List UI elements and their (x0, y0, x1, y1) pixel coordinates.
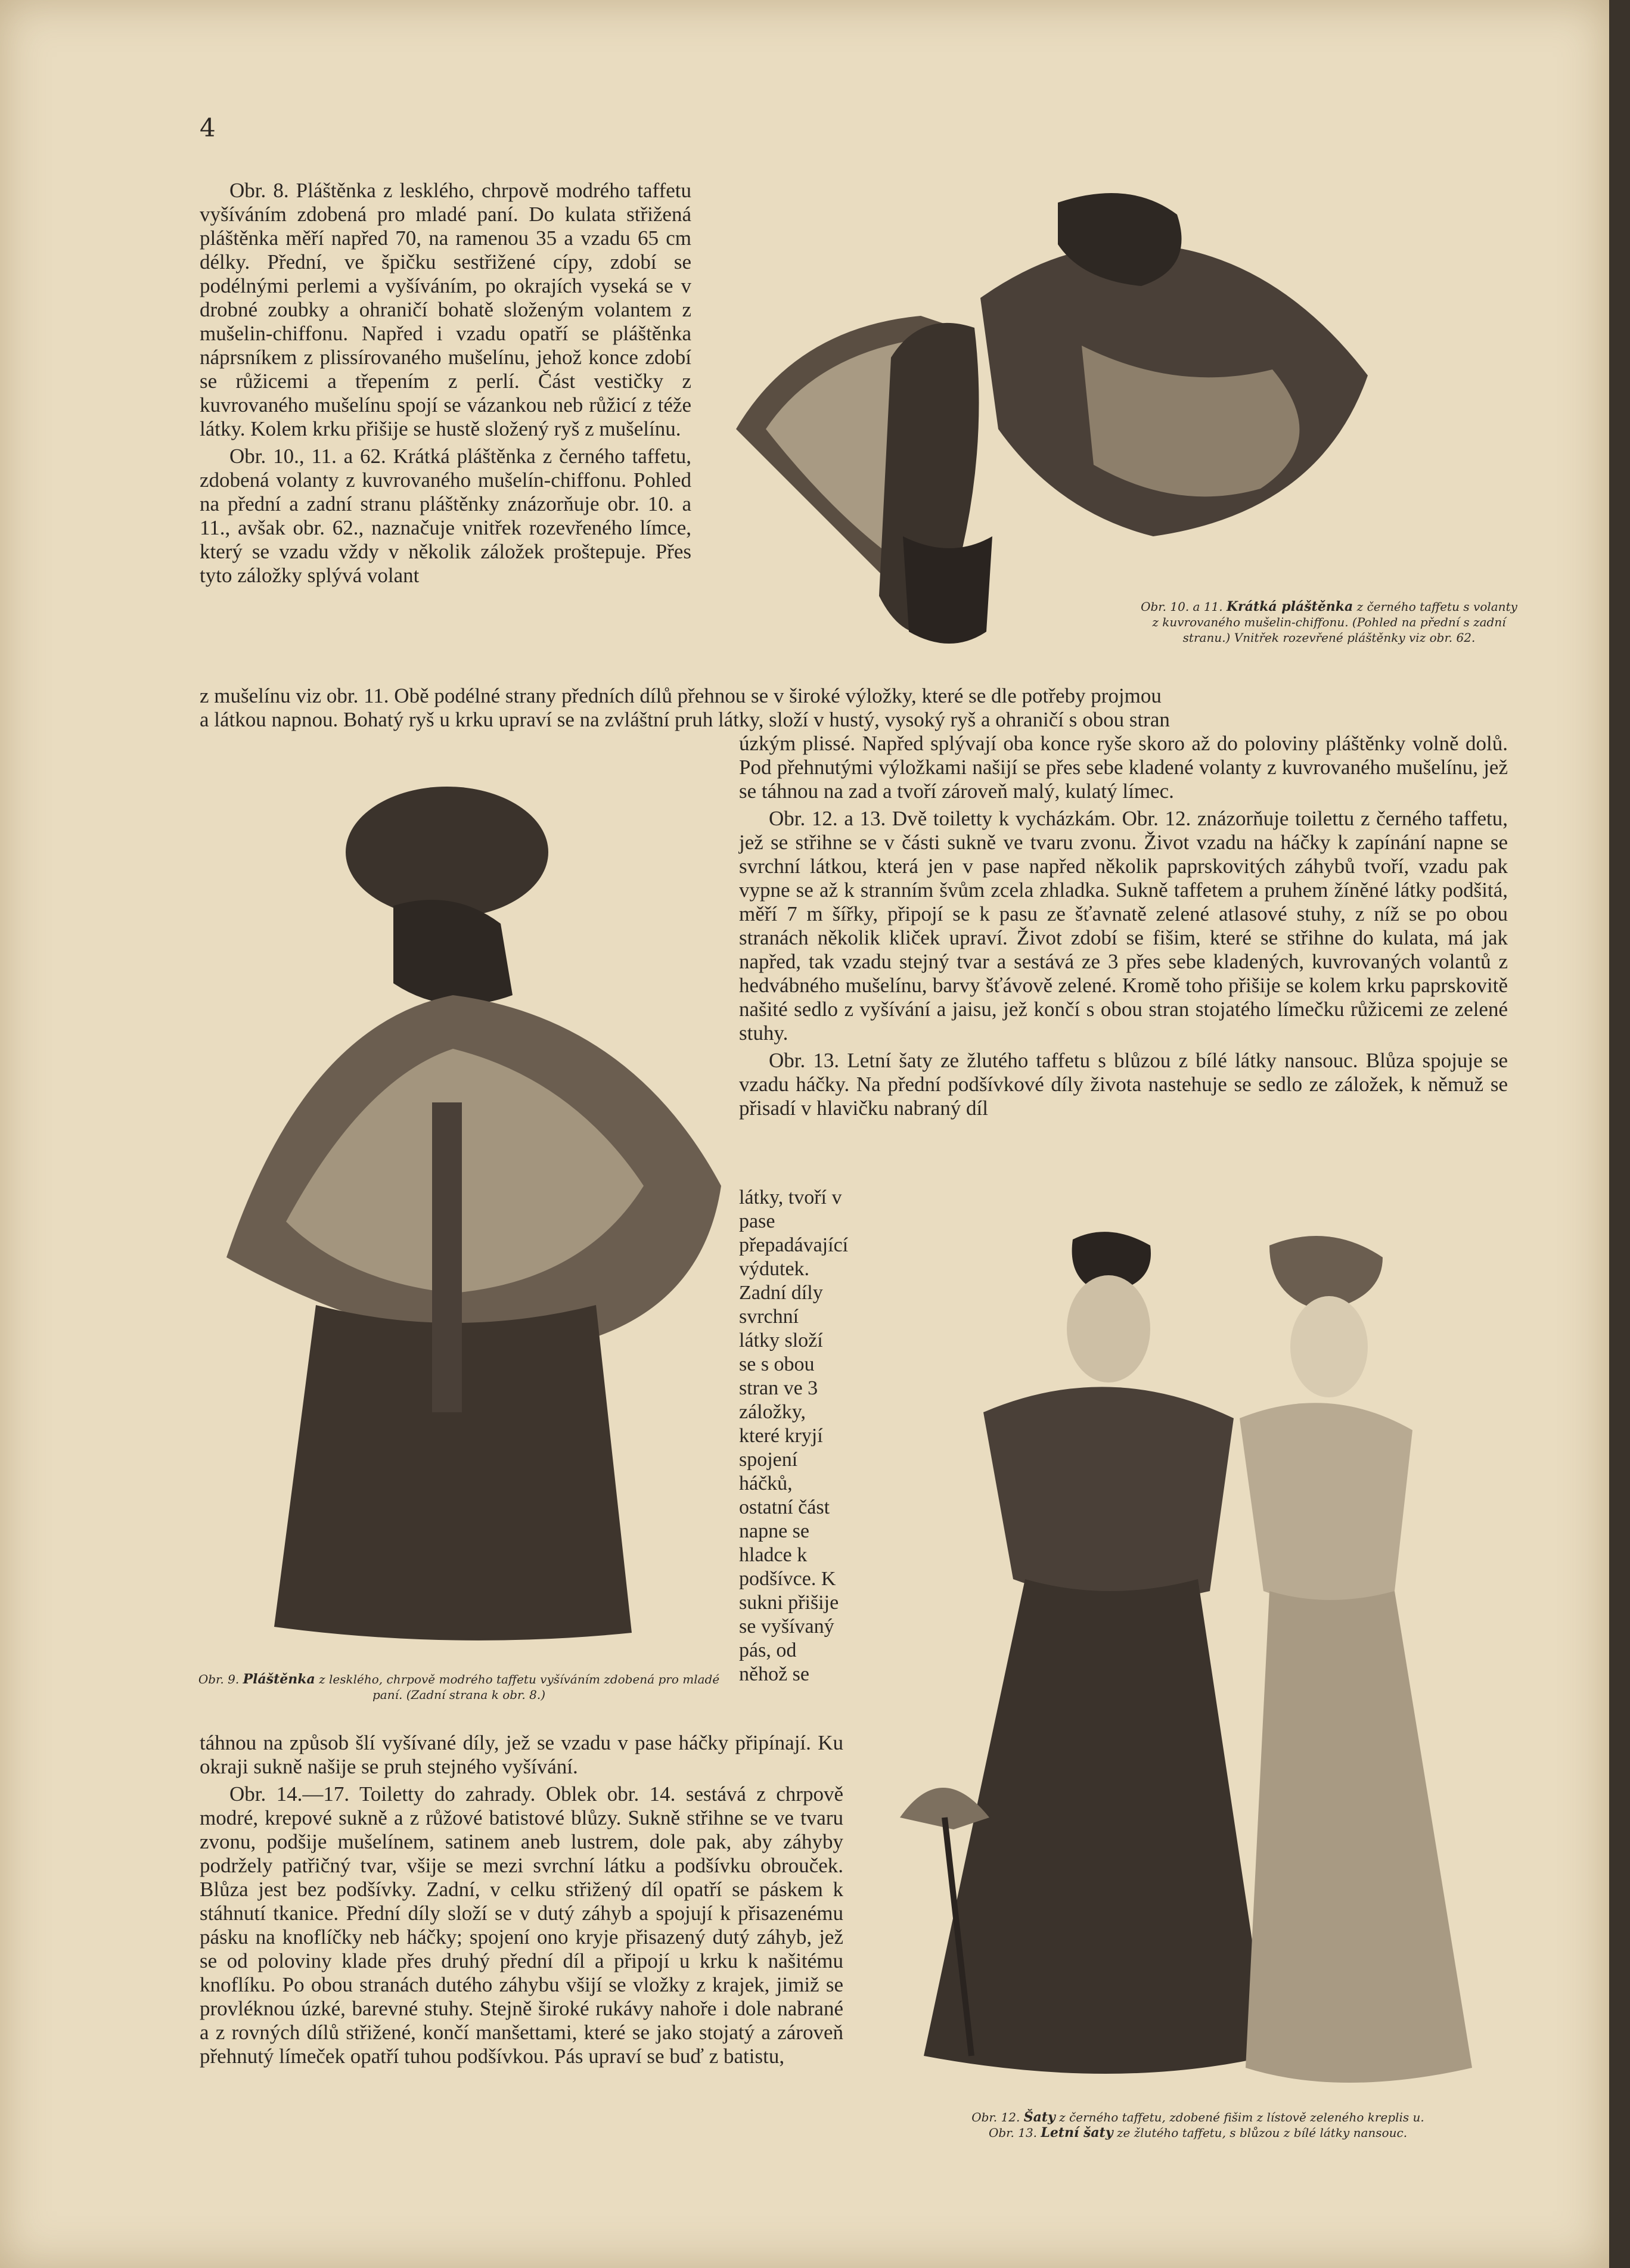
paragraph-obr-12-13: Obr. 12. a 13. Dvě toiletty k vycházkám. Obr. 12. znázorňuje toilettu z černého taffetu, jež se střihne se v části sukně ve tvaru zvonu. Život vzadu na háčky k zapínání napne se svrchní látkou, která jen v pase napřed několik paprskovitých záhybů tvoří, vzadu pak vypne se až k stranním švům zcela zhladka. Sukně taffetem a pruhem žíněné látky podšitá, měří 7 m šířky, připojí se k pasu ze šťavnatě zelené atlasové stuhy, z níž se po obou stranách několik kliček upraví. Život zdobí se fišim, které se střihne do kulata, má jak napřed, tak vzadu stejný tvar a sestává ze 3 přes sebe kladených, kuvrovaných volantů z hedvábného mušelínu, barvy šťávově zelené. Kromě toho přišije se kolem krku paprskovitě našité sedlo z vyšívání a jaisu, jež končí s obou stran stojatého límečku růžicemi ze zelené stuhy. (739, 807, 1508, 1045)
narrow-column-text: látky, tvoří v pase přepadávající výdutek. Zadní díly svrchní látky složí se s obou stran ve 3 záložky, které kryjí spojení háčků, ostatní část napne se hladce k podšívce. K sukni přišije se vyšívaný pás, od něhož se (739, 1186, 849, 1685)
paragraph-obr-13: Obr. 13. Letní šaty ze žlutého taffetu s blůzou z bílé látky nansouc. Blůza spojuje se vzadu háčky. Na přední podšívkové díly života nastehuje se sedlo ze záložek, k němuž se přisadí v hlavičku nabraný díl (739, 1049, 1508, 1120)
caption-text: z černého taffetu, zdobené fišim z lístově zeleného kreplis u. (1059, 2110, 1424, 2124)
figure-10-11-capes-image (724, 179, 1517, 655)
caption-line-2 (882, 2125, 1514, 2140)
text-full-width (200, 684, 1508, 735)
paragraph-obr-8: Obr. 8. Pláštěnka z lesklého, chrpově modrého taffetu vyšíváním zdobená pro mladé paní. Do kulata střižená pláštěnka měří napřed 70, na ramenou 35 a vzadu 65 cm délky. Přední, ve špičku sestřižené cípy, zdobí se podélnými perlemi a vyšíváním, po okrajích vyseká se v drobné zoubky a ohraničí bohatě složeným volantem z mušelin-chiffonu. Napřed i vzadu opatří se pláštěnka náprsníkem z plissírovaného mušelínu, jehož konce zdobí se růžicemi a třepením z perlí. Část vestičky z kuvrovaného mušelínu spojí se vázankou neb růžicí z téže látky. Kolem krku přišije se hustě složený ryš z mušelínu. (200, 179, 691, 440)
caption-text: ze žlutého taffetu, s blůzou z bílé látky nansouc. (1116, 2126, 1408, 2140)
figure-9-cape-back-image (167, 769, 733, 1651)
text-column-1-bottom (200, 1731, 843, 2072)
figure-10-11-caption (1138, 599, 1520, 645)
paragraph-continuation: úzkým plissé. Napřed splývají oba konce ryše skoro až do poloviny pláštěnky volně dolů. Pod přehnutými výložkami našijí se přes sebe kladené volanty z kuvrovaného mušelínu, jež se táhnou na zad a tvoří zároveň malý, kulatý límec. (739, 732, 1508, 803)
book-spine (1609, 0, 1630, 2268)
caption-number: Obr. 12. (971, 2110, 1020, 2124)
caption-number: Obr. 13. (988, 2126, 1038, 2140)
caption-line-1 (882, 2109, 1514, 2125)
page-number: 4 (200, 113, 216, 142)
full-width-line-1: z mušelínu viz obr. 11. Obě podélné strany předních dílů přehnou se v široké výložky, které se dle potřeby projmou (200, 684, 1162, 707)
paragraph-obr-14-17: Obr. 14.—17. Toiletty do zahrady. Oblek obr. 14. sestává z chrpově modré, krepové sukně a z růžové batistové blůzy. Sukně střihne se ve tvaru zvonu, podšije mušelínem, satinem aneb lustrem, dole pak, aby záhyby podržely patřičný tvar, všije se mezi svrchní látku a podšívku obrouček. Blůza jest bez podšívky. Zadní, v celku střižený díl opatří se páskem k stáhnutí tkanice. Přední díly složí se v dutý záhyb a spojují k přisazenému pásku na knoflíčky neb háčky; spojení ono kryje přisazený dutý záhyb, jež se od poloviny klade přes druhý přední díl a připojí u krku k našitému knoflíku. Po obou stranách dutého záhybu všijí se vložky z krajek, jimiž se provléknou úzké, barevné stuhy. Stejně široké rukávy nahoře i dole nabrané a z rovných dílů střižené, končí manšettami, které se jako stojatý a zároveň přehnutý límeček opatří tuhou podšívkou. Pás upraví se buď z batistu, (200, 1782, 843, 2068)
full-width-line-2: a látkou napnou. Bohatý ryš u krku upraví se na zvláštní pruh látky, složí v hustý, vysoký ryš a ohraničí s obou stran (200, 708, 1170, 731)
caption-title: Šaty (1023, 2109, 1055, 2125)
paragraph-obr-10-11-62: Obr. 10., 11. a 62. Krátká pláštěnka z černého taffetu, zdobená volanty z kuvrovaného mušelín-chiffonu. Pohled na přední a zadní stranu pláštěnky znázorňuje obr. 10. a 11., avšak obr. 62., naznačuje vnitřek rozevřeného límce, který se vzadu vždy v několik záložek proštepuje. Přes tyto záložky splývá volant (200, 445, 691, 587)
caption-text: z černého taffetu s volanty z kuvrovaného mušelin-chiffonu. (Pohled na přední s zadní stranu.) Vnitřek rozevřené pláštěnky viz obr. 62. (1152, 599, 1517, 645)
caption-title: Pláštěnka (243, 1672, 315, 1687)
text-narrow-column (739, 1186, 849, 1690)
caption-number: Obr. 9. (198, 1672, 240, 1686)
figure-12-13-dresses-image (876, 1222, 1520, 2104)
caption-number: Obr. 10. a 11. (1141, 599, 1223, 614)
figure-12-13-caption (882, 2109, 1514, 2140)
paragraph-continuation-2: táhnou na způsob šlí vyšívané díly, jež se vzadu v pase háčky připínají. Ku okraji sukně našije se pruh stejného vyšívání. (200, 1731, 843, 1778)
caption-text: z lesklého, chrpově modrého taffetu vyšíváním zdobená pro mladé paní. (Zadní strana k obr. 8.) (319, 1672, 720, 1702)
text-column-1-top (200, 179, 691, 591)
text-column-2 (739, 732, 1508, 1124)
caption-title: Krátká pláštěnka (1226, 599, 1353, 614)
figure-9-caption (197, 1672, 721, 1702)
caption-title: Letní šaty (1041, 2125, 1113, 2140)
